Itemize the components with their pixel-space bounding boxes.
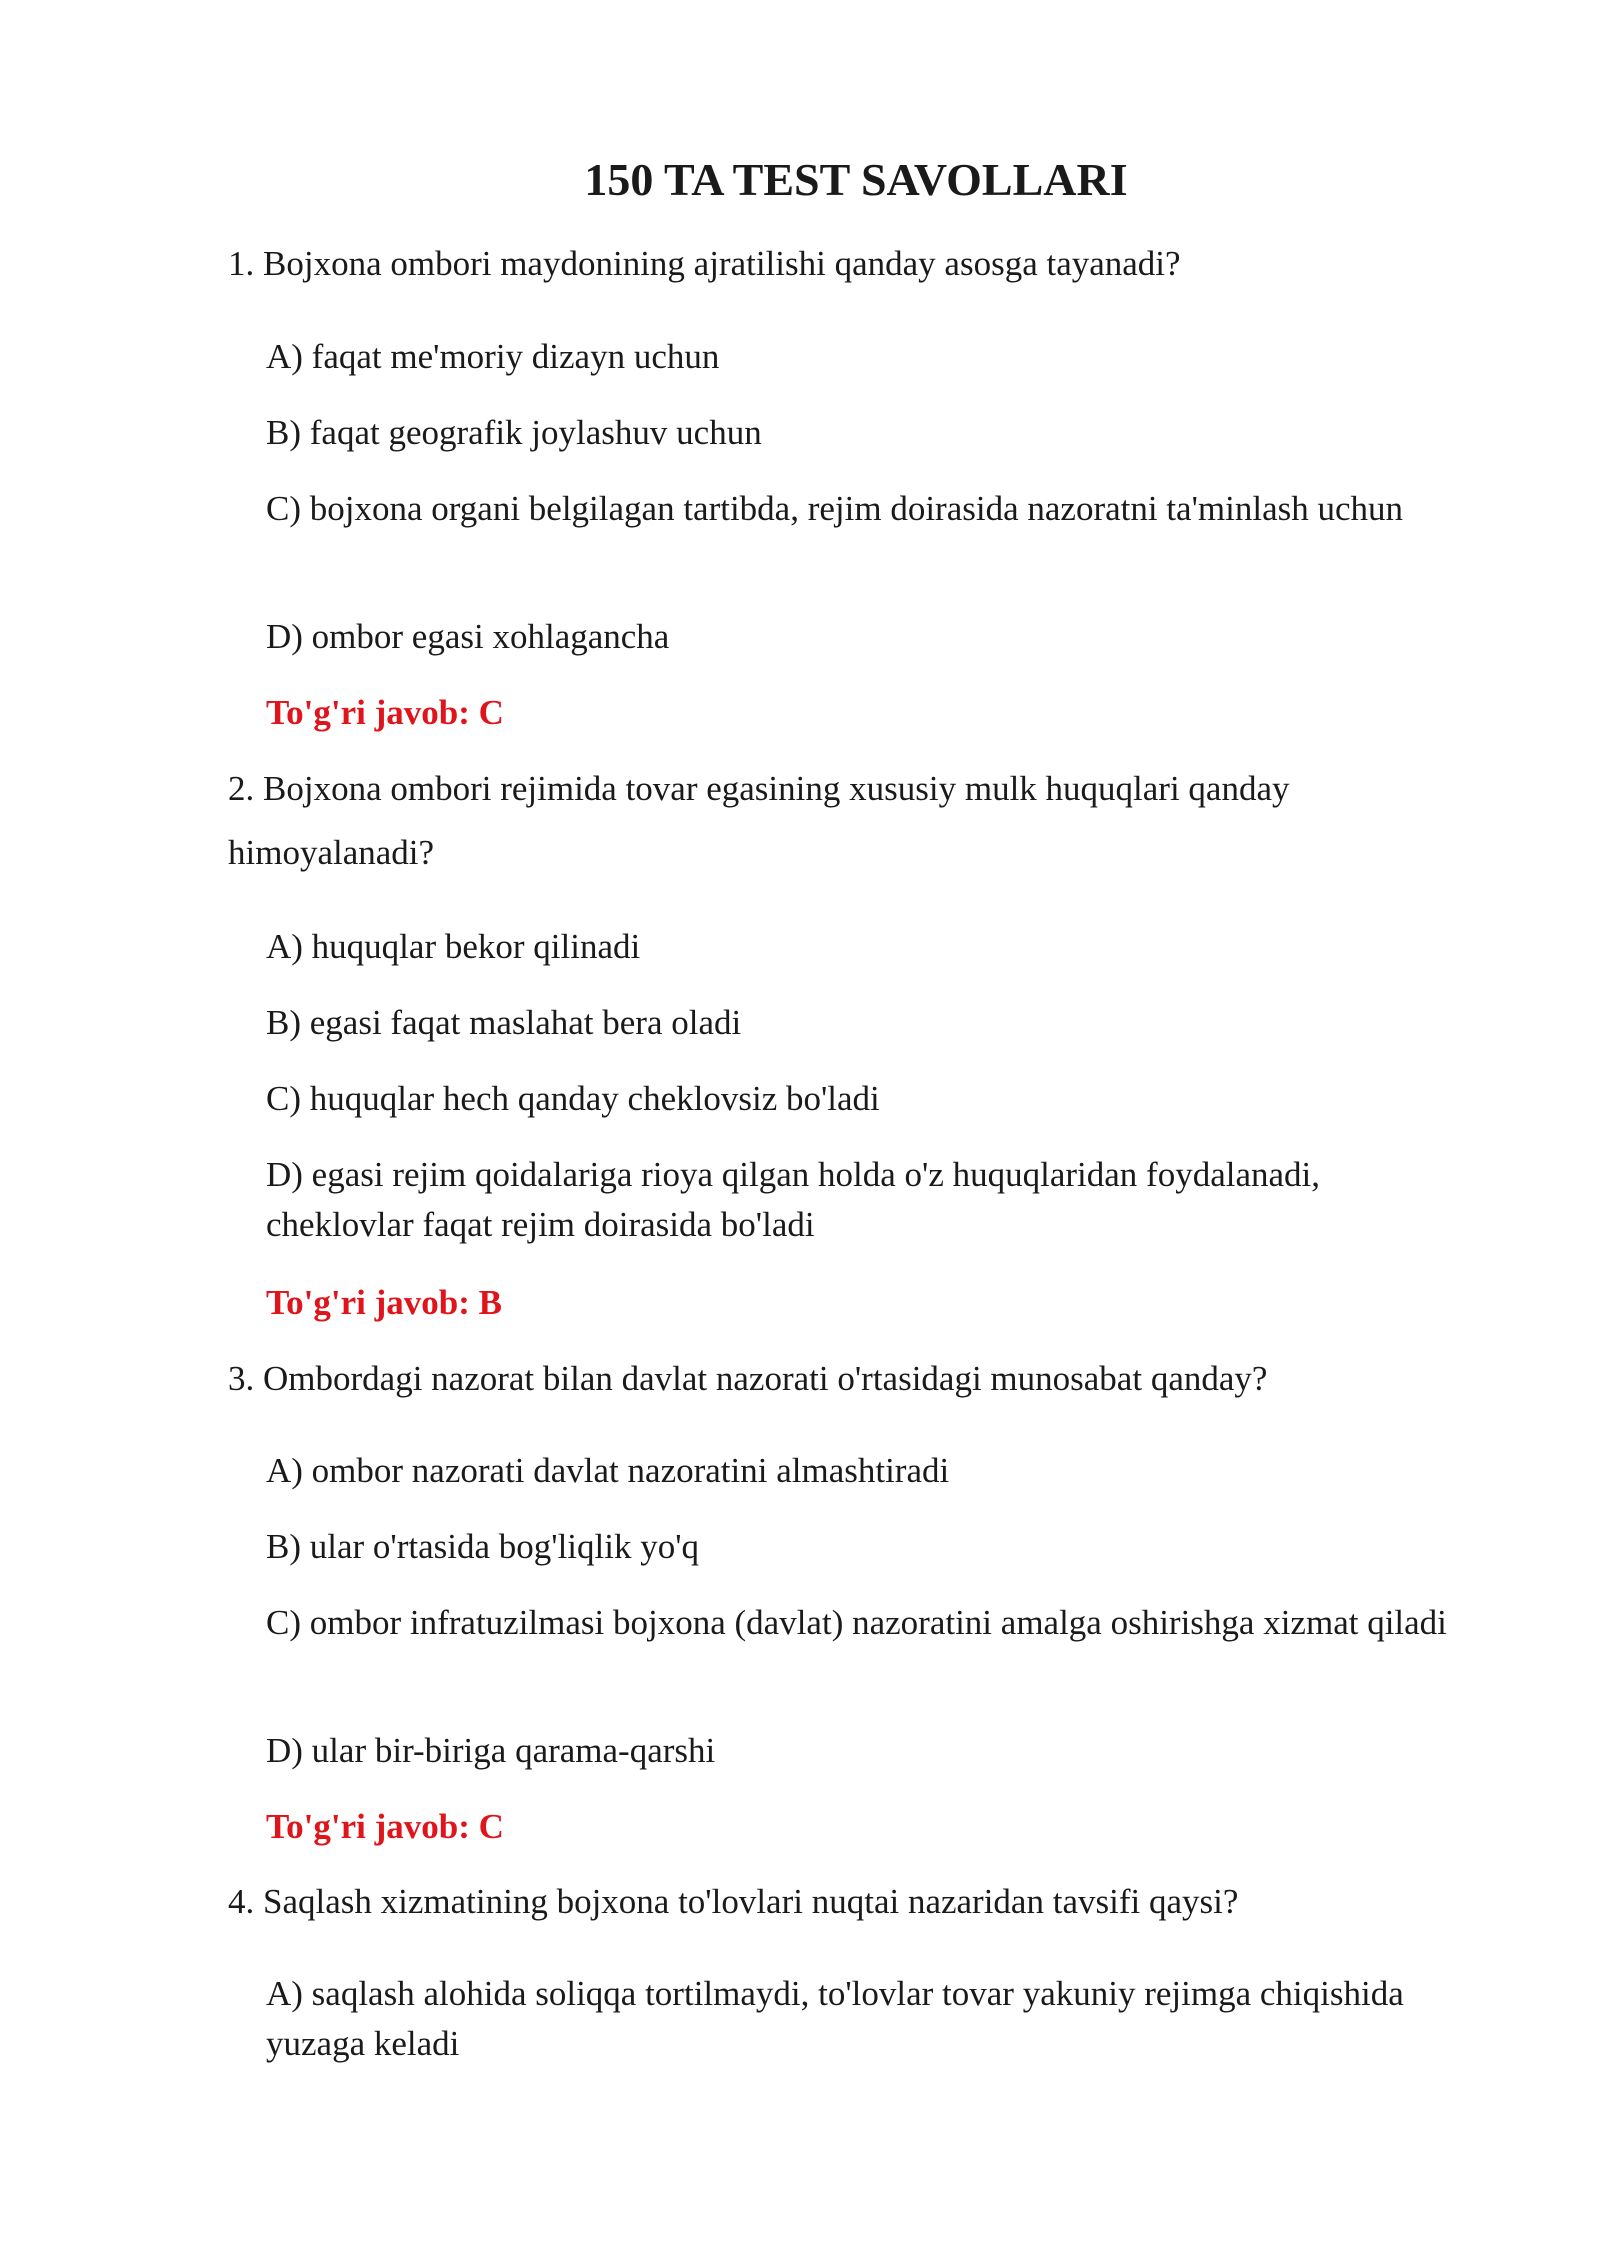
question-1-option-b: B) faqat geografik joylashuv uchun — [266, 413, 762, 452]
question-1-text: 1. Bojxona ombori maydonining ajratilishi qanday asosga tayanadi? — [228, 244, 1181, 283]
page-title: 150 TA TEST SAVOLLARI — [584, 154, 1128, 205]
question-2-option-a: A) huquqlar bekor qilinadi — [266, 927, 641, 966]
question-2-answer: To'g'ri javob: B — [266, 1283, 502, 1322]
question-2-text: 2. Bojxona ombori rejimida tovar egasining xususiy mulk huquqlari qanday himoyalanadi? — [228, 769, 1290, 872]
question-2-option-b: B) egasi faqat maslahat bera oladi — [266, 1003, 742, 1042]
question-1-option-c: C) bojxona organi belgilagan tartibda, rejim doirasida nazoratni ta'minlash uchun — [266, 489, 1404, 528]
question-4-text: 4. Saqlash xizmatining bojxona to'lovlari nuqtai nazaridan tavsifi qaysi? — [228, 1882, 1239, 1921]
question-3-option-c: C) ombor infratuzilmasi bojxona (davlat) nazoratini amalga oshirishga xizmat qiladi — [266, 1603, 1447, 1642]
question-3-option-d: D) ular bir-biriga qarama-qarshi — [266, 1731, 716, 1770]
question-1-answer: To'g'ri javob: C — [266, 693, 504, 732]
question-1-option-d: D) ombor egasi xohlagancha — [266, 617, 670, 656]
question-1-option-a: A) faqat me'moriy dizayn uchun — [266, 337, 720, 376]
question-3-option-b: B) ular o'rtasida bog'liqlik yo'q — [266, 1527, 700, 1566]
question-3-text: 3. Ombordagi nazorat bilan davlat nazorati o'rtasidagi munosabat qanday? — [228, 1359, 1268, 1398]
question-3-option-a: A) ombor nazorati davlat nazoratini almashtiradi — [266, 1451, 950, 1490]
question-2-option-c: C) huquqlar hech qanday cheklovsiz bo'ladi — [266, 1079, 880, 1118]
question-2-option-d: D) egasi rejim qoidalariga rioya qilgan holda o'z huquqlaridan foydalanadi, cheklovlar faqat rejim doirasida bo'ladi — [266, 1155, 1321, 1244]
question-3-answer: To'g'ri javob: C — [266, 1807, 504, 1846]
question-4-option-a: A) saqlash alohida soliqqa tortilmaydi, to'lovlar tovar yakuniy rejimga chiqishida yuzaga keladi — [266, 1974, 1404, 2063]
